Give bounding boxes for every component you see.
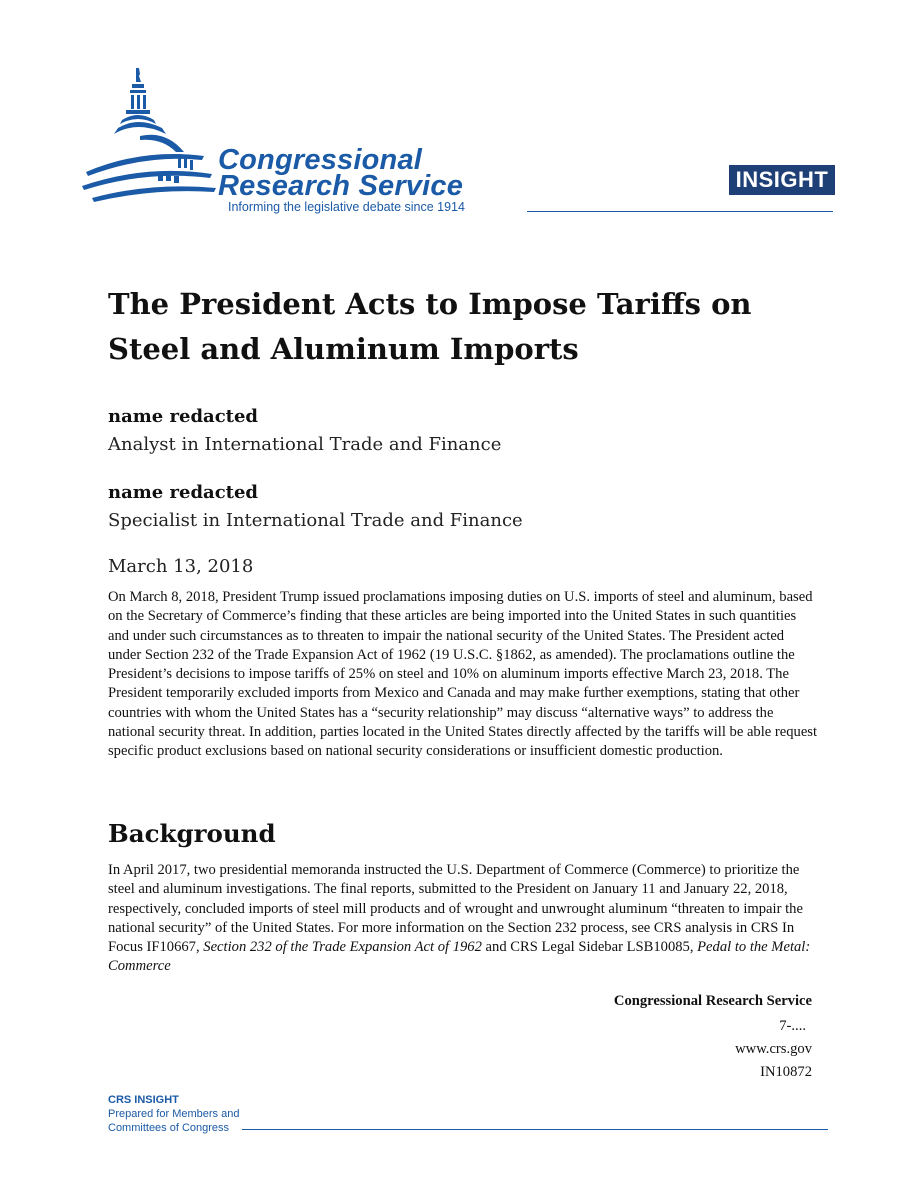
tagline-rule xyxy=(527,211,833,212)
footer-crs-insight-label: CRS INSIGHT xyxy=(108,1094,179,1106)
section-heading-background: Background xyxy=(108,819,276,848)
brand-name-line2: Research Service xyxy=(218,170,464,202)
author-role: Specialist in International Trade and Finance xyxy=(108,510,523,531)
footer-organization: Congressional Research Service xyxy=(613,993,812,1009)
footer-prepared-line: Prepared for Members and xyxy=(108,1108,240,1120)
background-text: In April 2017, two presidential memoranda instructed the U.S. Department of Commerce (Commerce) to prioritize the steel and aluminum investigations. The final reports, submitted to the President on January 11 and January 22, 2018, respectively, concluded imports of steel mill products and of wrought and unwrought aluminum “threaten to impair the national security” of the United States. For more information on the Section 232 process, see CRS analysis in CRS In Focus IF10667, xyxy=(108,862,803,956)
footer-rule xyxy=(242,1129,828,1130)
author-name: name redacted xyxy=(108,406,259,427)
brand-tagline: Informing the legislative debate since 1914 xyxy=(228,200,465,214)
brand-name-line1: Congressional xyxy=(218,144,423,176)
footer-committees-line: Committees of Congress xyxy=(108,1122,230,1134)
author-role: Analyst in International Trade and Finance xyxy=(108,434,502,455)
author-name: name redacted xyxy=(108,482,259,503)
insight-badge: INSIGHT xyxy=(729,165,835,195)
report-title-link: Section 232 of the Trade Expansion Act of 1962 xyxy=(203,939,482,956)
publication-date: March 13, 2018 xyxy=(108,556,254,577)
background-text: and CRS Legal Sidebar LSB10085, xyxy=(481,939,698,956)
background-paragraph xyxy=(108,861,820,977)
footer-report-id: IN10872 xyxy=(760,1064,812,1080)
document-title: The President Acts to Impose Tariffs on Steel and Aluminum Imports xyxy=(108,287,752,366)
intro-paragraph: On March 8, 2018, President Trump issued proclamations imposing duties on U.S. imports of steel and aluminum, based on the Secretary of Commerce’s finding that these articles are being imported into the United States in such quantities and under such circumstances as to threaten to impair the national security of the United States. The President acted under Section 232 of the Trade Expansion Act of 1962 (19 U.S.C. §1862, as amended). The proclamations outline the President’s decisions to impose tariffs of 25% on steel and 10% on aluminum imports effective March 23, 2018. The President temporarily excluded imports from Mexico and Canada and may make further exemptions, stating that other countries with whom the United States has a “security relationship” may discuss “alternative ways” to address the national security threat. In addition, parties located in the United States directly affected by the tariffs will be able request specific product exclusions based on national security considerations or insufficient domestic production. xyxy=(108,589,818,760)
footer-report-number: 7-.... xyxy=(779,1018,806,1034)
report-title-link: Pedal to the Metal: Commerce xyxy=(108,939,811,975)
footer-url[interactable]: www.crs.gov xyxy=(735,1041,812,1057)
capitol-dome-logo xyxy=(82,64,218,216)
